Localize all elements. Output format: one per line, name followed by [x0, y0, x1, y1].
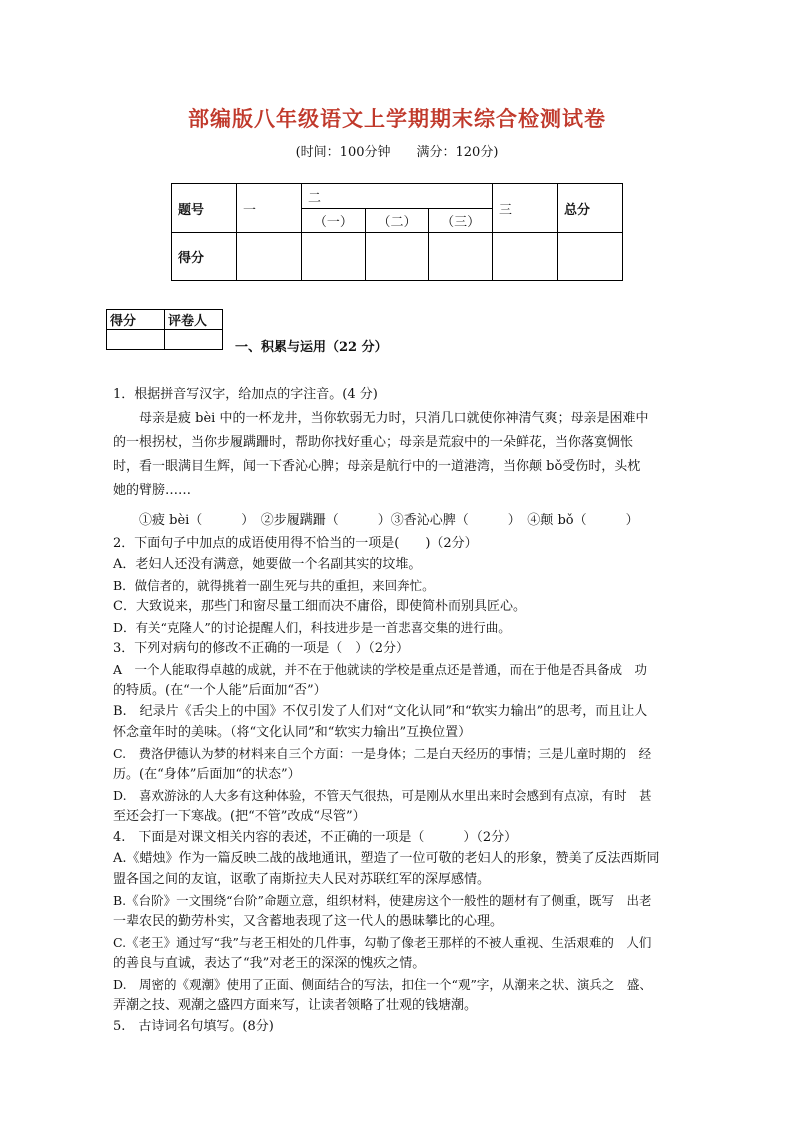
- q2-option-d: D．有关“克隆人”的讨论提醒人们，科技进步是一首悲喜交集的进行曲。: [113, 620, 511, 635]
- q4-option-d: D. 周密的《观潮》使用了正面、侧面结合的写法，扣住一个“观”字，从潮来之状、演兵之 盛、: [113, 977, 652, 992]
- score-table-sub-2: （二）: [365, 209, 429, 233]
- q1-passage-line: 她的臂膀……: [113, 483, 192, 498]
- q4-option-c-cont: 的善良与直诚，表达了“我”对老王的深深的愧疚之情。: [113, 956, 426, 971]
- q3-option-b: B. 纪录片《舌尖上的中国》不仅引发了人们对“文化认同”和“软实力输出”的思考，而且让人: [113, 704, 648, 719]
- score-cell: [429, 233, 493, 281]
- score-table: [171, 183, 623, 281]
- q1-stem: 1．根据拼音写汉字，给加点的字注音。(4 分): [113, 387, 378, 402]
- q4-option-c: C.《老王》通过写“我”与老王相处的几件事，勾勒了像老王那样的不被人重视、生活艰难的 人们: [113, 935, 652, 950]
- q2-option-c: C．大致说来，那些门和窗尽量工细而决不庸俗，即使简朴而别具匠心。: [113, 599, 526, 614]
- score-table-col-2: 二: [302, 184, 493, 209]
- score-table-col-total: 总分: [558, 184, 623, 233]
- q4-option-b: B.《台阶》一文围绕“台阶”命题立意，组织材料，使建房这个一般性的题材有了侧重，既写 出老: [113, 893, 652, 908]
- grader-box: [106, 309, 223, 350]
- grader-score-label: 得分: [107, 310, 165, 330]
- q3-option-c-cont: 历。(在“身体”后面加“的状态”）: [113, 767, 301, 782]
- score-table-sub-3: （三）: [429, 209, 493, 233]
- q3-option-a: A 一个人能取得卓越的成就，并不在于他就读的学校是重点还是普通，而在于他是否具备成 功: [113, 662, 648, 677]
- score-table-col-3: 三: [493, 184, 558, 233]
- q1-passage-line: 的一根拐杖，当你步履蹒跚时，帮助你找好重心；母亲是荒寂中的一朵鲜花，当你落寞惆怅: [113, 435, 634, 450]
- q3-stem: 3．下列对病句的修改不正确的一项是（ ）（2分）: [113, 641, 410, 656]
- score-table-label-score: 得分: [172, 233, 237, 281]
- q4-option-d-cont: 弄潮之技、观潮之盛四方面来写，让读者领略了壮观的钱塘潮。: [113, 998, 478, 1013]
- q4-stem: 4. 下面是对课文相关内容的表述，不正确的一项是（ ）（2分）: [113, 830, 518, 845]
- score-table-col-1: 一: [237, 184, 302, 233]
- q2-option-a: A．老妇人还没有满意，她要做一个名副其实的坟堆。: [113, 557, 422, 572]
- grader-score-cell: [107, 330, 165, 350]
- q4-option-a: A.《蜡烛》作为一篇反映二战的战地通讯，塑造了一位可敬的老妇人的形象，赞美了反法西斯同: [113, 851, 660, 866]
- grader-name-cell: [165, 330, 223, 350]
- score-cell: [365, 233, 429, 281]
- q4-option-b-cont: 一辈农民的勤劳朴实，又含蓄地表现了这一代人的愚昧攀比的心理。: [113, 914, 504, 929]
- subtitle-score: 满分：120分): [416, 145, 499, 160]
- question-body: [113, 383, 683, 1037]
- q3-option-c: C. 费洛伊德认为梦的材料来自三个方面：一是身体；二是白天经历的事情；三是儿童时期的 经: [113, 746, 652, 761]
- q2-option-b: B．做信者的，就得挑着一副生死与共的重担，来回奔忙。: [113, 578, 435, 593]
- q5-stem: 5. 古诗词名句填写。(8分): [113, 1019, 274, 1034]
- score-cell: [493, 233, 558, 281]
- score-table-label-question: 题号: [172, 184, 237, 233]
- q1-blanks: ①疲 bèi（ ） ②步履蹒跚（ ）③香沁心脾（ ） ④颠 bǒ（ ）: [139, 513, 639, 528]
- q1-passage-line: 母亲是疲 bèi 中的一杯龙井，当你软弱无力时，只消几口就使你神清气爽；母亲是困难中: [139, 411, 649, 426]
- score-cell: [237, 233, 302, 281]
- exam-subtitle: [0, 141, 794, 160]
- score-cell: [558, 233, 623, 281]
- q2-stem: 2．下面句子中加点的成语使用得不恰当的一项是( )（2分）: [113, 536, 478, 551]
- q3-option-a-cont: 的特质。(在“一个人能”后面加“否”）: [113, 683, 327, 698]
- q1-passage-line: 时，看一眼满目生辉，闻一下香沁心脾；母亲是航行中的一道港湾，当你颠 bǒ受伤时，头枕: [113, 459, 641, 474]
- q3-option-d: D. 喜欢游泳的人大多有这种体验，不管天气很热，可是刚从水里出来时会感到有点凉，有时 甚: [113, 788, 652, 803]
- score-cell: [302, 233, 366, 281]
- subtitle-time: (时间：100分钟: [295, 145, 391, 160]
- score-table-sub-1: （一）: [302, 209, 366, 233]
- grader-name-label: 评卷人: [165, 310, 223, 330]
- q3-option-d-cont: 至还会打一下寒战。(把“不管”改成“尽管”）: [113, 809, 366, 824]
- q3-option-b-cont: 怀念童年时的美味。（将“文化认同”和“软实力输出”互换位置）: [113, 725, 472, 740]
- exam-title: 部编版八年级语文上学期期末综合检测试卷: [188, 106, 606, 131]
- q4-option-a-cont: 盟各国之间的友谊，讴歌了南斯拉夫人民对苏联红军的深厚感情。: [113, 872, 491, 887]
- section-heading: 一、积累与运用（22 分）: [235, 340, 388, 355]
